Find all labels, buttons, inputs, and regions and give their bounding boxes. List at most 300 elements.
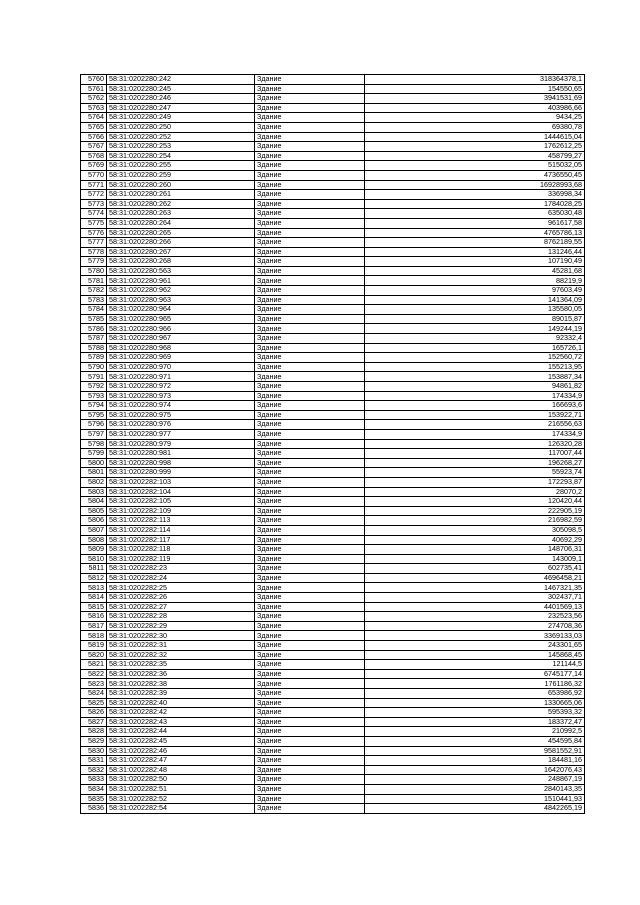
row-number-cell: 5768 — [81, 151, 107, 161]
table-row — [81, 708, 585, 718]
cadastral-value-cell: 153887,34 — [365, 372, 585, 382]
cadastral-number-cell: 58:31:0202282:30 — [107, 631, 255, 641]
table-row — [81, 765, 585, 775]
cadastral-number-cell: 58:31:0202280:254 — [107, 151, 255, 161]
table-row — [81, 420, 585, 430]
row-number-cell: 5803 — [81, 487, 107, 497]
cadastral-number-cell: 58:31:0202280:267 — [107, 247, 255, 257]
row-number-cell: 5761 — [81, 84, 107, 94]
row-number-cell: 5788 — [81, 343, 107, 353]
cadastral-value-cell: 183372,47 — [365, 717, 585, 727]
object-type-cell: Здание — [255, 75, 365, 85]
cadastral-number-cell: 58:31:0202280:262 — [107, 199, 255, 209]
table-row — [81, 142, 585, 152]
row-number-cell: 5823 — [81, 679, 107, 689]
cadastral-value-cell: 9581552,91 — [365, 746, 585, 756]
object-type-cell: Здание — [255, 487, 365, 497]
table-row — [81, 756, 585, 766]
object-type-cell: Здание — [255, 247, 365, 257]
table-row — [81, 804, 585, 814]
cadastral-value-cell: 336998,34 — [365, 190, 585, 200]
cadastral-value-cell: 4696458,21 — [365, 573, 585, 583]
table-row — [81, 449, 585, 459]
row-number-cell: 5782 — [81, 286, 107, 296]
row-number-cell: 5815 — [81, 602, 107, 612]
row-number-cell: 5780 — [81, 266, 107, 276]
cadastral-number-cell: 58:31:0202282:38 — [107, 679, 255, 689]
cadastral-number-cell: 58:31:0202280:999 — [107, 468, 255, 478]
object-type-cell: Здание — [255, 458, 365, 468]
object-type-cell: Здание — [255, 804, 365, 814]
object-type-cell: Здание — [255, 209, 365, 219]
object-type-cell: Здание — [255, 199, 365, 209]
object-type-cell: Здание — [255, 775, 365, 785]
cadastral-number-cell: 58:31:0202282:109 — [107, 506, 255, 516]
table-row — [81, 794, 585, 804]
table-row — [81, 391, 585, 401]
cadastral-value-cell: 45281,68 — [365, 266, 585, 276]
object-type-cell: Здание — [255, 516, 365, 526]
table-row — [81, 727, 585, 737]
object-type-cell: Здание — [255, 238, 365, 248]
cadastral-value-cell: 94861,82 — [365, 382, 585, 392]
table-row — [81, 746, 585, 756]
cadastral-number-cell: 58:31:0202280:979 — [107, 439, 255, 449]
cadastral-value-cell: 1642076,43 — [365, 765, 585, 775]
object-type-cell: Здание — [255, 736, 365, 746]
object-type-cell: Здание — [255, 343, 365, 353]
table-row — [81, 429, 585, 439]
cadastral-value-cell: 174334,9 — [365, 391, 585, 401]
cadastral-value-cell: 155213,95 — [365, 362, 585, 372]
table-row — [81, 410, 585, 420]
cadastral-number-cell: 58:31:0202280:966 — [107, 324, 255, 334]
object-type-cell: Здание — [255, 564, 365, 574]
table-row — [81, 650, 585, 660]
cadastral-value-cell: 1330665,06 — [365, 698, 585, 708]
table-row — [81, 324, 585, 334]
row-number-cell: 5792 — [81, 382, 107, 392]
cadastral-value-cell: 653986,92 — [365, 689, 585, 699]
row-number-cell: 5781 — [81, 276, 107, 286]
cadastral-number-cell: 58:31:0202280:245 — [107, 84, 255, 94]
row-number-cell: 5801 — [81, 468, 107, 478]
cadastral-value-cell: 3369133,03 — [365, 631, 585, 641]
cadastral-value-cell: 145868,45 — [365, 650, 585, 660]
object-type-cell: Здание — [255, 180, 365, 190]
row-number-cell: 5760 — [81, 75, 107, 85]
cadastral-number-cell: 58:31:0202282:52 — [107, 794, 255, 804]
object-type-cell: Здание — [255, 631, 365, 641]
table-row — [81, 573, 585, 583]
row-number-cell: 5822 — [81, 669, 107, 679]
table-row — [81, 334, 585, 344]
object-type-cell: Здание — [255, 689, 365, 699]
cadastral-number-cell: 58:31:0202282:114 — [107, 525, 255, 535]
table-row — [81, 132, 585, 142]
row-number-cell: 5776 — [81, 228, 107, 238]
table-row — [81, 535, 585, 545]
cadastral-number-cell: 58:31:0202280:969 — [107, 353, 255, 363]
cadastral-number-cell: 58:31:0202280:249 — [107, 113, 255, 123]
cadastral-value-cell: 1467321,35 — [365, 583, 585, 593]
cadastral-number-cell: 58:31:0202280:967 — [107, 334, 255, 344]
cadastral-number-cell: 58:31:0202280:264 — [107, 218, 255, 228]
cadastral-value-cell: 248867,19 — [365, 775, 585, 785]
cadastral-value-cell: 135580,05 — [365, 305, 585, 315]
cadastral-value-cell: 55923,74 — [365, 468, 585, 478]
cadastral-value-cell: 458799,27 — [365, 151, 585, 161]
row-number-cell: 5795 — [81, 410, 107, 420]
cadastral-value-cell: 635030,48 — [365, 209, 585, 219]
table-row — [81, 372, 585, 382]
row-number-cell: 5794 — [81, 401, 107, 411]
cadastral-value-cell: 97603,49 — [365, 286, 585, 296]
row-number-cell: 5832 — [81, 765, 107, 775]
cadastral-number-cell: 58:31:0202280:965 — [107, 314, 255, 324]
object-type-cell: Здание — [255, 698, 365, 708]
cadastral-value-cell: 210992,5 — [365, 727, 585, 737]
cadastral-number-cell: 58:31:0202280:242 — [107, 75, 255, 85]
cadastral-value-cell: 69380,78 — [365, 122, 585, 132]
cadastral-value-cell: 8762189,55 — [365, 238, 585, 248]
row-number-cell: 5766 — [81, 132, 107, 142]
row-number-cell: 5787 — [81, 334, 107, 344]
cadastral-number-cell: 58:31:0202280:963 — [107, 295, 255, 305]
object-type-cell: Здание — [255, 756, 365, 766]
object-type-cell: Здание — [255, 641, 365, 651]
cadastral-number-cell: 58:31:0202280:977 — [107, 429, 255, 439]
row-number-cell: 5819 — [81, 641, 107, 651]
cadastral-value-cell: 121144,5 — [365, 660, 585, 670]
row-number-cell: 5829 — [81, 736, 107, 746]
object-type-cell: Здание — [255, 593, 365, 603]
cadastral-number-cell: 58:31:0202282:45 — [107, 736, 255, 746]
table-row — [81, 238, 585, 248]
table-row — [81, 487, 585, 497]
cadastral-value-cell: 274708,36 — [365, 621, 585, 631]
table-row — [81, 602, 585, 612]
object-type-cell: Здание — [255, 266, 365, 276]
cadastral-value-cell: 143009,1 — [365, 554, 585, 564]
row-number-cell: 5777 — [81, 238, 107, 248]
object-type-cell: Здание — [255, 286, 365, 296]
row-number-cell: 5805 — [81, 506, 107, 516]
table-row — [81, 439, 585, 449]
row-number-cell: 5807 — [81, 525, 107, 535]
row-number-cell: 5797 — [81, 429, 107, 439]
cadastral-number-cell: 58:31:0202282:117 — [107, 535, 255, 545]
row-number-cell: 5814 — [81, 593, 107, 603]
object-type-cell: Здание — [255, 621, 365, 631]
cadastral-value-cell: 1784028,25 — [365, 199, 585, 209]
cadastral-number-cell: 58:31:0202282:32 — [107, 650, 255, 660]
row-number-cell: 5800 — [81, 458, 107, 468]
cadastral-number-cell: 58:31:0202280:246 — [107, 94, 255, 104]
table-row — [81, 775, 585, 785]
object-type-cell: Здание — [255, 784, 365, 794]
row-number-cell: 5793 — [81, 391, 107, 401]
object-type-cell: Здание — [255, 717, 365, 727]
row-number-cell: 5786 — [81, 324, 107, 334]
object-type-cell: Здание — [255, 276, 365, 286]
cadastral-value-cell: 107190,49 — [365, 257, 585, 267]
object-type-cell: Здание — [255, 545, 365, 555]
object-type-cell: Здание — [255, 554, 365, 564]
table-row — [81, 458, 585, 468]
row-number-cell: 5812 — [81, 573, 107, 583]
cadastral-value-cell: 152560,72 — [365, 353, 585, 363]
cadastral-value-cell: 1761186,32 — [365, 679, 585, 689]
object-type-cell: Здание — [255, 94, 365, 104]
table-row — [81, 180, 585, 190]
cadastral-value-cell: 4765786,13 — [365, 228, 585, 238]
row-number-cell: 5816 — [81, 612, 107, 622]
row-number-cell: 5790 — [81, 362, 107, 372]
object-type-cell: Здание — [255, 650, 365, 660]
table-row — [81, 593, 585, 603]
cadastral-number-cell: 58:31:0202280:265 — [107, 228, 255, 238]
cadastral-value-cell: 148706,31 — [365, 545, 585, 555]
object-type-cell: Здание — [255, 218, 365, 228]
cadastral-number-cell: 58:31:0202282:118 — [107, 545, 255, 555]
row-number-cell: 5808 — [81, 535, 107, 545]
row-number-cell: 5820 — [81, 650, 107, 660]
object-type-cell: Здание — [255, 122, 365, 132]
table-row — [81, 218, 585, 228]
cadastral-number-cell: 58:31:0202280:266 — [107, 238, 255, 248]
cadastral-number-cell: 58:31:0202280:961 — [107, 276, 255, 286]
table-row — [81, 353, 585, 363]
object-type-cell: Здание — [255, 132, 365, 142]
cadastral-number-cell: 58:31:0202282:46 — [107, 746, 255, 756]
cadastral-number-cell: 58:31:0202282:43 — [107, 717, 255, 727]
row-number-cell: 5802 — [81, 477, 107, 487]
table-row — [81, 621, 585, 631]
object-type-cell: Здание — [255, 324, 365, 334]
table-row — [81, 612, 585, 622]
cadastral-number-cell: 58:31:0202280:563 — [107, 266, 255, 276]
row-number-cell: 5804 — [81, 497, 107, 507]
cadastral-value-cell: 117007,44 — [365, 449, 585, 459]
table-row — [81, 75, 585, 85]
cadastral-number-cell: 58:31:0202282:119 — [107, 554, 255, 564]
cadastral-number-cell: 58:31:0202280:260 — [107, 180, 255, 190]
object-type-cell: Здание — [255, 151, 365, 161]
cadastral-value-cell: 6745177,14 — [365, 669, 585, 679]
cadastral-number-cell: 58:31:0202282:51 — [107, 784, 255, 794]
row-number-cell: 5798 — [81, 439, 107, 449]
cadastral-value-cell: 595393,32 — [365, 708, 585, 718]
cadastral-number-cell: 58:31:0202282:36 — [107, 669, 255, 679]
cadastral-number-cell: 58:31:0202282:27 — [107, 602, 255, 612]
cadastral-value-cell: 174334,9 — [365, 429, 585, 439]
cadastral-number-cell: 58:31:0202282:105 — [107, 497, 255, 507]
cadastral-number-cell: 58:31:0202280:970 — [107, 362, 255, 372]
cadastral-number-cell: 58:31:0202282:113 — [107, 516, 255, 526]
object-type-cell: Здание — [255, 334, 365, 344]
table-row — [81, 94, 585, 104]
object-type-cell: Здание — [255, 765, 365, 775]
cadastral-value-cell: 92332,4 — [365, 334, 585, 344]
cadastral-number-cell: 58:31:0202282:25 — [107, 583, 255, 593]
table-row — [81, 641, 585, 651]
cadastral-number-cell: 58:31:0202280:259 — [107, 170, 255, 180]
row-number-cell: 5825 — [81, 698, 107, 708]
table-row — [81, 401, 585, 411]
object-type-cell: Здание — [255, 391, 365, 401]
object-type-cell: Здание — [255, 794, 365, 804]
row-number-cell: 5784 — [81, 305, 107, 315]
table-row — [81, 698, 585, 708]
cadastral-value-cell: 166693,6 — [365, 401, 585, 411]
table-row — [81, 660, 585, 670]
cadastral-value-cell: 149244,19 — [365, 324, 585, 334]
cadastral-number-cell: 58:31:0202280:974 — [107, 401, 255, 411]
cadastral-number-cell: 58:31:0202282:23 — [107, 564, 255, 574]
table-row — [81, 170, 585, 180]
cadastral-number-cell: 58:31:0202282:39 — [107, 689, 255, 699]
cadastral-number-cell: 58:31:0202282:54 — [107, 804, 255, 814]
table-row — [81, 736, 585, 746]
row-number-cell: 5774 — [81, 209, 107, 219]
cadastral-value-cell: 302437,71 — [365, 593, 585, 603]
cadastral-number-cell: 58:31:0202282:29 — [107, 621, 255, 631]
table-row — [81, 545, 585, 555]
object-type-cell: Здание — [255, 410, 365, 420]
table-row — [81, 209, 585, 219]
row-number-cell: 5817 — [81, 621, 107, 631]
cadastral-number-cell: 58:31:0202282:28 — [107, 612, 255, 622]
cadastral-number-cell: 58:31:0202282:24 — [107, 573, 255, 583]
row-number-cell: 5821 — [81, 660, 107, 670]
cadastral-value-cell: 4401569,13 — [365, 602, 585, 612]
table-row — [81, 516, 585, 526]
object-type-cell: Здание — [255, 449, 365, 459]
cadastral-number-cell: 58:31:0202282:48 — [107, 765, 255, 775]
table-row — [81, 295, 585, 305]
table-row — [81, 343, 585, 353]
table-row — [81, 506, 585, 516]
object-type-cell: Здание — [255, 439, 365, 449]
cadastral-value-cell: 16928993,68 — [365, 180, 585, 190]
row-number-cell: 5770 — [81, 170, 107, 180]
object-type-cell: Здание — [255, 477, 365, 487]
object-type-cell: Здание — [255, 84, 365, 94]
object-type-cell: Здание — [255, 727, 365, 737]
cadastral-number-cell: 58:31:0202280:255 — [107, 161, 255, 171]
table-row — [81, 669, 585, 679]
object-type-cell: Здание — [255, 679, 365, 689]
table-row — [81, 84, 585, 94]
cadastral-number-cell: 58:31:0202282:40 — [107, 698, 255, 708]
table-row — [81, 564, 585, 574]
table-row — [81, 286, 585, 296]
table-row — [81, 583, 585, 593]
row-number-cell: 5763 — [81, 103, 107, 113]
cadastral-value-cell: 131246,44 — [365, 247, 585, 257]
table-row — [81, 276, 585, 286]
table-row — [81, 784, 585, 794]
cadastral-value-table — [80, 74, 585, 814]
cadastral-value-cell: 141364,09 — [365, 295, 585, 305]
cadastral-value-cell: 403986,66 — [365, 103, 585, 113]
table-row — [81, 199, 585, 209]
row-number-cell: 5796 — [81, 420, 107, 430]
row-number-cell: 5813 — [81, 583, 107, 593]
row-number-cell: 5833 — [81, 775, 107, 785]
row-number-cell: 5785 — [81, 314, 107, 324]
row-number-cell: 5778 — [81, 247, 107, 257]
object-type-cell: Здание — [255, 612, 365, 622]
cadastral-number-cell: 58:31:0202280:998 — [107, 458, 255, 468]
cadastral-value-cell: 318364378,1 — [365, 75, 585, 85]
cadastral-value-cell: 216556,63 — [365, 420, 585, 430]
row-number-cell: 5809 — [81, 545, 107, 555]
cadastral-value-cell: 454595,84 — [365, 736, 585, 746]
cadastral-number-cell: 58:31:0202280:971 — [107, 372, 255, 382]
cadastral-number-cell: 58:31:0202282:44 — [107, 727, 255, 737]
cadastral-number-cell: 58:31:0202280:268 — [107, 257, 255, 267]
table-row — [81, 554, 585, 564]
cadastral-number-cell: 58:31:0202282:31 — [107, 641, 255, 651]
table-row — [81, 257, 585, 267]
cadastral-value-cell: 1762612,25 — [365, 142, 585, 152]
object-type-cell: Здание — [255, 583, 365, 593]
cadastral-number-cell: 58:31:0202280:252 — [107, 132, 255, 142]
cadastral-value-cell: 154550,65 — [365, 84, 585, 94]
cadastral-value-cell: 243301,65 — [365, 641, 585, 651]
cadastral-value-cell: 961617,58 — [365, 218, 585, 228]
table-row — [81, 362, 585, 372]
object-type-cell: Здание — [255, 142, 365, 152]
object-type-cell: Здание — [255, 506, 365, 516]
table-row — [81, 525, 585, 535]
cadastral-number-cell: 58:31:0202282:104 — [107, 487, 255, 497]
cadastral-number-cell: 58:31:0202280:968 — [107, 343, 255, 353]
cadastral-value-cell: 216982,59 — [365, 516, 585, 526]
row-number-cell: 5783 — [81, 295, 107, 305]
cadastral-value-cell: 120420,44 — [365, 497, 585, 507]
object-type-cell: Здание — [255, 113, 365, 123]
object-type-cell: Здание — [255, 429, 365, 439]
table-row — [81, 305, 585, 315]
cadastral-number-cell: 58:31:0202280:976 — [107, 420, 255, 430]
cadastral-number-cell: 58:31:0202280:972 — [107, 382, 255, 392]
cadastral-number-cell: 58:31:0202280:962 — [107, 286, 255, 296]
cadastral-value-cell: 9434,25 — [365, 113, 585, 123]
object-type-cell: Здание — [255, 708, 365, 718]
table-row — [81, 382, 585, 392]
row-number-cell: 5775 — [81, 218, 107, 228]
object-type-cell: Здание — [255, 468, 365, 478]
table-row — [81, 717, 585, 727]
row-number-cell: 5772 — [81, 190, 107, 200]
object-type-cell: Здание — [255, 314, 365, 324]
object-type-cell: Здание — [255, 170, 365, 180]
object-type-cell: Здание — [255, 353, 365, 363]
object-type-cell: Здание — [255, 401, 365, 411]
row-number-cell: 5830 — [81, 746, 107, 756]
cadastral-number-cell: 58:31:0202280:973 — [107, 391, 255, 401]
table-row — [81, 122, 585, 132]
object-type-cell: Здание — [255, 161, 365, 171]
cadastral-value-cell: 602735,41 — [365, 564, 585, 574]
object-type-cell: Здание — [255, 295, 365, 305]
row-number-cell: 5831 — [81, 756, 107, 766]
cadastral-value-cell: 3941531,69 — [365, 94, 585, 104]
cadastral-value-cell: 305098,5 — [365, 525, 585, 535]
